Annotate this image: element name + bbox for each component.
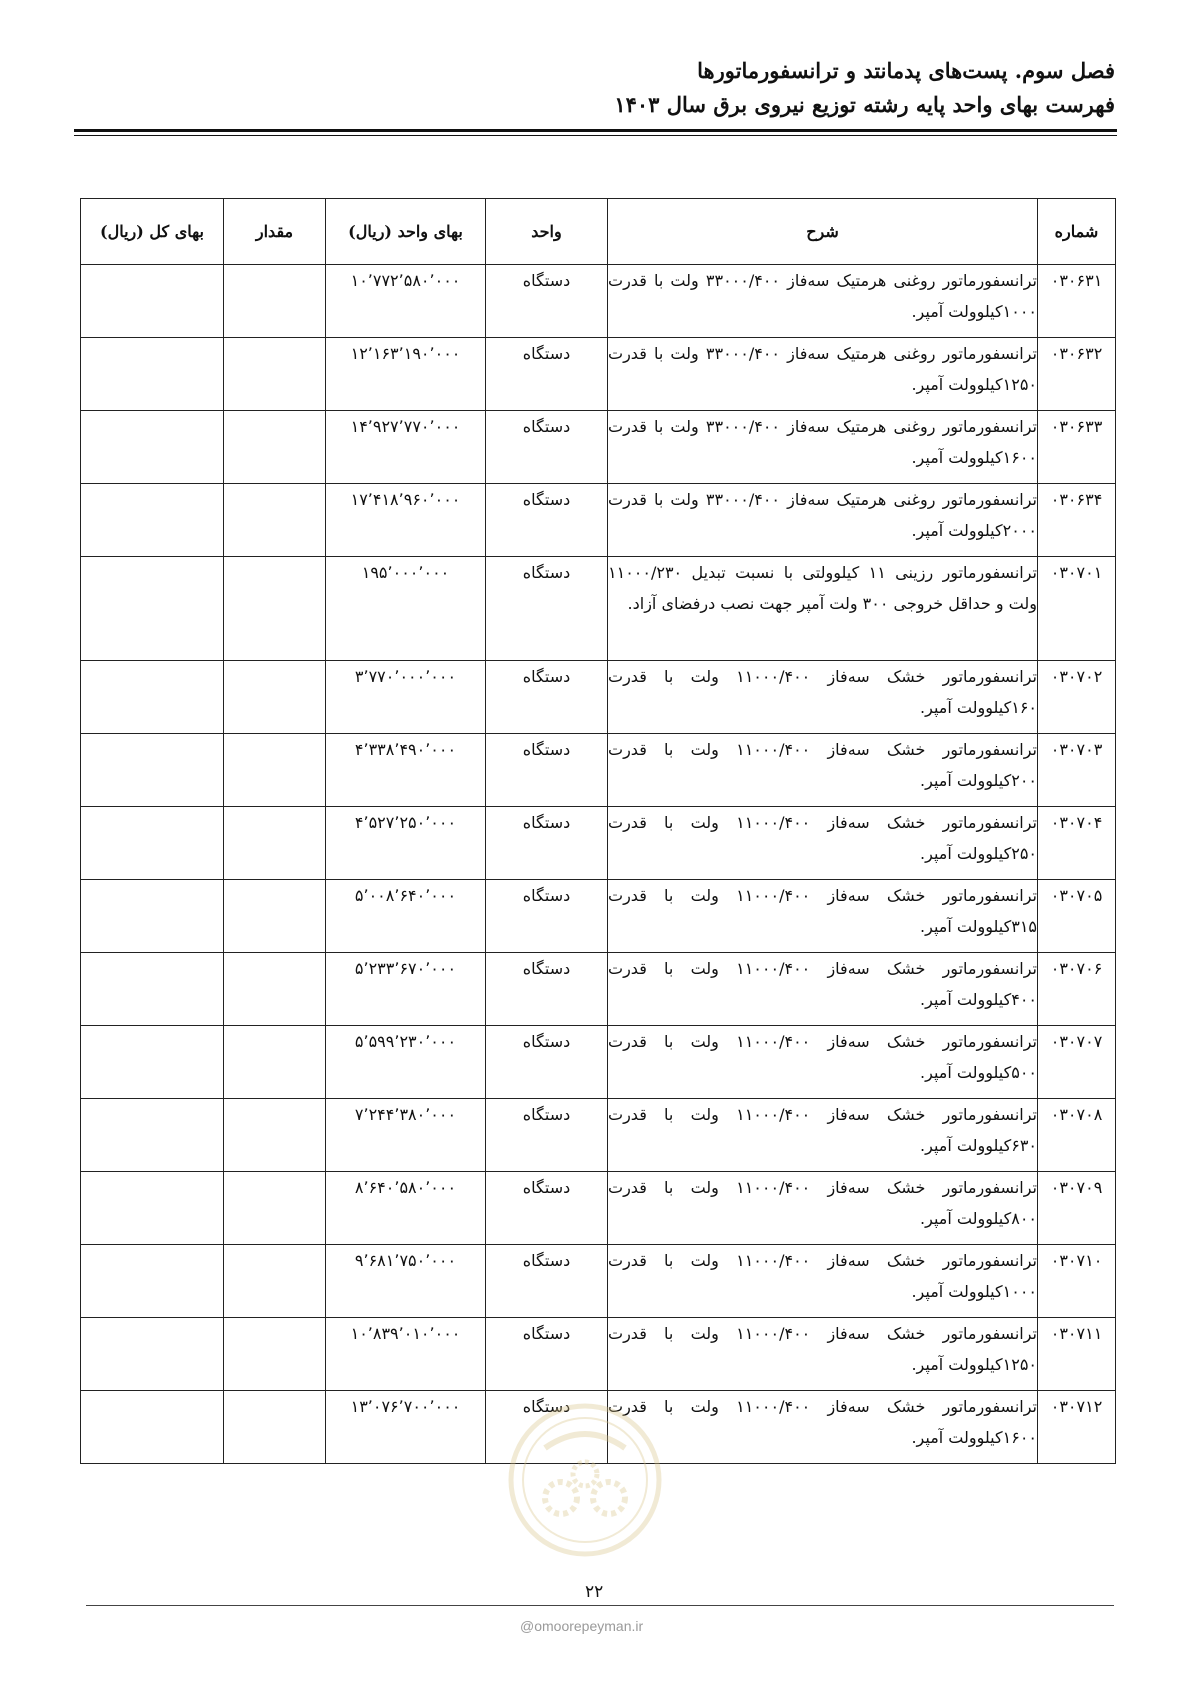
- table-row: [81, 484, 1116, 557]
- item-unit-price: ۱۷٬۴۱۸٬۹۶۰٬۰۰۰: [326, 484, 486, 557]
- item-total-price: [81, 1318, 224, 1391]
- table-row: [81, 557, 1116, 661]
- chapter-title: فصل سوم. پست‌های پدمانتد و ترانسفورماتورها: [697, 58, 1115, 83]
- item-unit-price: ۴٬۵۲۷٬۲۵۰٬۰۰۰: [326, 807, 486, 880]
- table-row: [81, 1026, 1116, 1099]
- item-total-price: [81, 1099, 224, 1172]
- item-number: ۰۳۰۷۰۱: [1038, 557, 1116, 661]
- item-unit: دستگاه: [486, 338, 608, 411]
- item-unit-price: ۱۳٬۰۷۶٬۷۰۰٬۰۰۰: [326, 1391, 486, 1464]
- item-quantity: [224, 807, 326, 880]
- item-description: ترانسفورماتور خشک سه‌فاز ۱۱۰۰۰/۴۰۰ ولت با قدرت ۵۰۰کیلوولت آمپر.: [608, 1026, 1038, 1099]
- item-description: ترانسفورماتور خشک سه‌فاز ۱۱۰۰۰/۴۰۰ ولت با قدرت ۱۰۰۰کیلوولت آمپر.: [608, 1245, 1038, 1318]
- table-row: [81, 1172, 1116, 1245]
- item-total-price: [81, 1172, 224, 1245]
- item-total-price: [81, 807, 224, 880]
- item-description: ترانسفورماتور خشک سه‌فاز ۱۱۰۰۰/۴۰۰ ولت با قدرت ۸۰۰کیلوولت آمپر.: [608, 1172, 1038, 1245]
- column-header-total-price: بهای کل (ریال): [81, 199, 224, 265]
- publisher-seal-watermark: [505, 1400, 665, 1560]
- item-unit-price: ۳٬۷۷۰٬۰۰۰٬۰۰۰: [326, 661, 486, 734]
- item-number: ۰۳۰۶۳۴: [1038, 484, 1116, 557]
- item-unit: دستگاه: [486, 265, 608, 338]
- item-total-price: [81, 734, 224, 807]
- item-unit-price: ۱۲٬۱۶۳٬۱۹۰٬۰۰۰: [326, 338, 486, 411]
- item-unit: دستگاه: [486, 1026, 608, 1099]
- item-unit: دستگاه: [486, 557, 608, 661]
- item-unit-price: ۵٬۰۰۸٬۶۴۰٬۰۰۰: [326, 880, 486, 953]
- item-number: ۰۳۰۷۰۴: [1038, 807, 1116, 880]
- table-row: [81, 734, 1116, 807]
- item-quantity: [224, 1026, 326, 1099]
- item-quantity: [224, 265, 326, 338]
- item-unit: دستگاه: [486, 734, 608, 807]
- item-total-price: [81, 557, 224, 661]
- table-row: [81, 807, 1116, 880]
- item-description: ترانسفورماتور خشک سه‌فاز ۱۱۰۰۰/۴۰۰ ولت با قدرت ۶۳۰کیلوولت آمپر.: [608, 1099, 1038, 1172]
- item-quantity: [224, 734, 326, 807]
- item-description: ترانسفورماتور خشک سه‌فاز ۱۱۰۰۰/۴۰۰ ولت با قدرت ۱۲۵۰کیلوولت آمپر.: [608, 1318, 1038, 1391]
- item-description: ترانسفورماتور خشک سه‌فاز ۱۱۰۰۰/۴۰۰ ولت با قدرت ۴۰۰کیلوولت آمپر.: [608, 953, 1038, 1026]
- item-quantity: [224, 338, 326, 411]
- item-unit-price: ۱۹۵٬۰۰۰٬۰۰۰: [326, 557, 486, 661]
- table-row: [81, 338, 1116, 411]
- item-total-price: [81, 661, 224, 734]
- item-unit: دستگاه: [486, 1099, 608, 1172]
- item-number: ۰۳۰۷۰۳: [1038, 734, 1116, 807]
- item-total-price: [81, 880, 224, 953]
- table-row: [81, 953, 1116, 1026]
- item-total-price: [81, 1026, 224, 1099]
- item-total-price: [81, 1391, 224, 1464]
- item-unit-price: ۱۴٬۹۲۷٬۷۷۰٬۰۰۰: [326, 411, 486, 484]
- page-number: ۲۲: [585, 1582, 604, 1602]
- item-number: ۰۳۰۷۰۹: [1038, 1172, 1116, 1245]
- footer-rule: [86, 1605, 1114, 1606]
- item-number: ۰۳۰۶۳۲: [1038, 338, 1116, 411]
- item-unit-price: ۵٬۲۳۳٬۶۷۰٬۰۰۰: [326, 953, 486, 1026]
- item-unit-price: ۱۰٬۸۳۹٬۰۱۰٬۰۰۰: [326, 1318, 486, 1391]
- item-quantity: [224, 953, 326, 1026]
- item-quantity: [224, 1099, 326, 1172]
- item-unit: دستگاه: [486, 1391, 608, 1464]
- item-number: ۰۳۰۷۰۲: [1038, 661, 1116, 734]
- item-unit-price: ۷٬۲۴۴٬۳۸۰٬۰۰۰: [326, 1099, 486, 1172]
- item-number: ۰۳۰۷۰۷: [1038, 1026, 1116, 1099]
- item-number: ۰۳۰۷۱۰: [1038, 1245, 1116, 1318]
- item-total-price: [81, 1245, 224, 1318]
- item-unit-price: ۵٬۵۹۹٬۲۳۰٬۰۰۰: [326, 1026, 486, 1099]
- item-number: ۰۳۰۷۰۵: [1038, 880, 1116, 953]
- item-number: ۰۳۰۷۰۸: [1038, 1099, 1116, 1172]
- item-unit-price: ۴٬۳۳۸٬۴۹۰٬۰۰۰: [326, 734, 486, 807]
- column-header-number: شماره: [1038, 199, 1116, 265]
- item-quantity: [224, 1245, 326, 1318]
- column-header-description: شرح: [608, 199, 1038, 265]
- table-row: [81, 880, 1116, 953]
- table-row: [81, 1318, 1116, 1391]
- item-quantity: [224, 661, 326, 734]
- item-description: ترانسفورماتور روغنی هرمتیک سه‌فاز ۳۳۰۰۰/۴۰۰ ولت با قدرت ۱۶۰۰کیلوولت آمپر.: [608, 411, 1038, 484]
- item-quantity: [224, 880, 326, 953]
- item-total-price: [81, 411, 224, 484]
- item-total-price: [81, 338, 224, 411]
- item-quantity: [224, 557, 326, 661]
- item-description: ترانسفورماتور رزینی ۱۱ کیلوولتی با نسبت تبدیل ۱۱۰۰۰/۲۳۰ ولت و حداقل خروجی ۳۰۰ ولت آمپر جهت نصب درفضای آزاد.: [608, 557, 1038, 661]
- item-unit: دستگاه: [486, 953, 608, 1026]
- header-rule-thin: [74, 135, 1117, 136]
- item-quantity: [224, 411, 326, 484]
- table-row: [81, 411, 1116, 484]
- item-number: ۰۳۰۶۳۳: [1038, 411, 1116, 484]
- website-watermark: @omoorepeyman.ir: [520, 1618, 644, 1634]
- table-row: [81, 265, 1116, 338]
- item-number: ۰۳۰۷۱۱: [1038, 1318, 1116, 1391]
- table-header-row: [81, 199, 1116, 265]
- item-description: ترانسفورماتور خشک سه‌فاز ۱۱۰۰۰/۴۰۰ ولت با قدرت ۲۰۰کیلوولت آمپر.: [608, 734, 1038, 807]
- item-number: ۰۳۰۷۱۲: [1038, 1391, 1116, 1464]
- item-unit: دستگاه: [486, 1245, 608, 1318]
- column-header-quantity: مقدار: [224, 199, 326, 265]
- item-unit-price: ۱۰٬۷۷۲٬۵۸۰٬۰۰۰: [326, 265, 486, 338]
- item-unit: دستگاه: [486, 484, 608, 557]
- item-description: ترانسفورماتور روغنی هرمتیک سه‌فاز ۳۳۰۰۰/۴۰۰ ولت با قدرت ۲۰۰۰کیلوولت آمپر.: [608, 484, 1038, 557]
- item-unit: دستگاه: [486, 880, 608, 953]
- item-description: ترانسفورماتور خشک سه‌فاز ۱۱۰۰۰/۴۰۰ ولت با قدرت ۳۱۵کیلوولت آمپر.: [608, 880, 1038, 953]
- item-unit: دستگاه: [486, 661, 608, 734]
- table-row: [81, 1245, 1116, 1318]
- item-description: ترانسفورماتور روغنی هرمتیک سه‌فاز ۳۳۰۰۰/۴۰۰ ولت با قدرت ۱۰۰۰کیلوولت آمپر.: [608, 265, 1038, 338]
- item-unit: دستگاه: [486, 1318, 608, 1391]
- item-quantity: [224, 1391, 326, 1464]
- price-list-table: [80, 198, 1116, 1464]
- item-total-price: [81, 953, 224, 1026]
- item-total-price: [81, 484, 224, 557]
- page-header: [65, 54, 1115, 122]
- item-total-price: [81, 265, 224, 338]
- item-description: ترانسفورماتور روغنی هرمتیک سه‌فاز ۳۳۰۰۰/۴۰۰ ولت با قدرت ۱۲۵۰کیلوولت آمپر.: [608, 338, 1038, 411]
- item-description: ترانسفورماتور خشک سه‌فاز ۱۱۰۰۰/۴۰۰ ولت با قدرت ۲۵۰کیلوولت آمپر.: [608, 807, 1038, 880]
- item-unit-price: ۸٬۶۴۰٬۵۸۰٬۰۰۰: [326, 1172, 486, 1245]
- item-unit: دستگاه: [486, 411, 608, 484]
- item-unit-price: ۹٬۶۸۱٬۷۵۰٬۰۰۰: [326, 1245, 486, 1318]
- column-header-unit-price: بهای واحد (ریال): [326, 199, 486, 265]
- item-quantity: [224, 484, 326, 557]
- table-row: [81, 661, 1116, 734]
- item-number: ۰۳۰۷۰۶: [1038, 953, 1116, 1026]
- item-unit: دستگاه: [486, 807, 608, 880]
- item-number: ۰۳۰۶۳۱: [1038, 265, 1116, 338]
- item-quantity: [224, 1318, 326, 1391]
- column-header-unit: واحد: [486, 199, 608, 265]
- item-description: ترانسفورماتور خشک سه‌فاز ۱۱۰۰۰/۴۰۰ ولت با قدرت ۱۶۰۰کیلوولت آمپر.: [608, 1391, 1038, 1464]
- item-quantity: [224, 1172, 326, 1245]
- item-description: ترانسفورماتور خشک سه‌فاز ۱۱۰۰۰/۴۰۰ ولت با قدرت ۱۶۰کیلوولت آمپر.: [608, 661, 1038, 734]
- header-rule-thick: [74, 129, 1117, 132]
- item-unit: دستگاه: [486, 1172, 608, 1245]
- document-subtitle: فهرست بهای واحد پایه رشته توزیع نیروی برق سال ۱۴۰۳: [614, 92, 1115, 117]
- table-row: [81, 1099, 1116, 1172]
- table-body: [81, 265, 1116, 1464]
